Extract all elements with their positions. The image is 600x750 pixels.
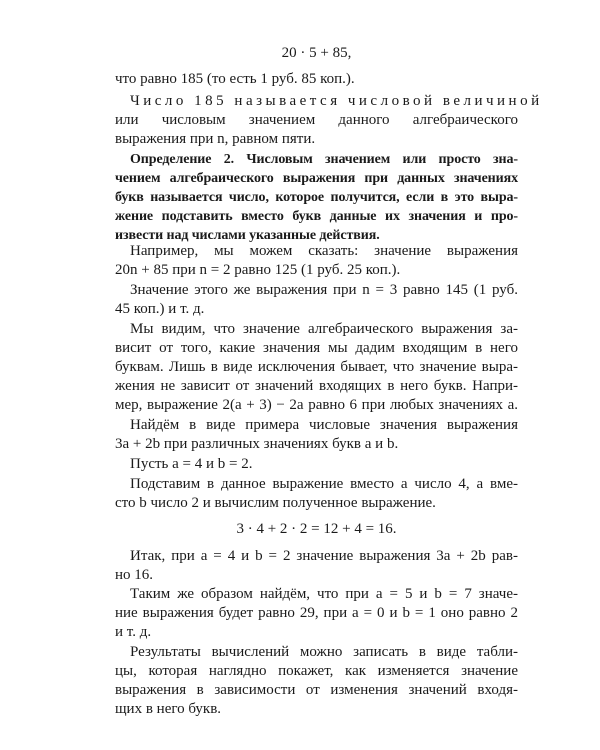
text-line: что равно 185 (то есть 1 руб. 85 коп.). — [115, 71, 355, 87]
text-line: буквам. Лишь в виде исключения бывает, что значение выра- — [115, 359, 518, 375]
text-line: выражения в зависимости от изменения значений входя- — [115, 682, 518, 698]
definition-line: жение подставить вместо букв данные их значения и про- — [115, 209, 518, 224]
text-line: мер, выражение 2(a + 3) − 2a равно 6 при любых значениях a. — [115, 397, 518, 413]
text-line: выражения при n, равном пяти. — [115, 131, 316, 147]
text-line: 3a + 2b при различных значениях букв a и b. — [115, 436, 399, 452]
text-line: ние выражения будет равно 29, при a = 0 и b = 1 оно равно 2 — [115, 605, 518, 621]
text-line: Таким же образом найдём, что при a = 5 и b = 7 значе- — [130, 586, 518, 602]
definition-line: букв называется число, которое получится, если в это выра- — [115, 190, 518, 205]
text-line: 45 коп.) и т. д. — [115, 301, 205, 317]
text-line: Число 185 называется числовой величиной — [130, 93, 543, 109]
text-line: Например, мы можем сказать: значение выражения — [130, 243, 518, 259]
formula-line: 3 · 4 + 2 · 2 = 12 + 4 = 16. — [236, 521, 397, 537]
text-line: но 16. — [115, 567, 154, 583]
text-line: жения не зависит от значений входящих в него букв. Напри- — [115, 378, 518, 394]
text-line: висит от того, какие значения мы дадим входящим в него — [115, 340, 518, 356]
definition-line: чением алгебраического выражения при данных значениях — [115, 171, 518, 186]
text-line: Подставим в данное выражение вместо a число 4, а вме- — [130, 476, 518, 492]
text-line: и т. д. — [115, 624, 152, 640]
text-line: Пусть a = 4 и b = 2. — [130, 456, 253, 472]
definition-line: извести над числами указанные действия. — [115, 228, 380, 243]
text-line: 20n + 85 при n = 2 равно 125 (1 руб. 25 коп.). — [115, 262, 401, 278]
text-line: Результаты вычислений можно записать в виде табли- — [130, 644, 518, 660]
text-line: цы, которая наглядно покажет, как изменяется значение — [115, 663, 518, 679]
text-line: Итак, при a = 4 и b = 2 значение выражения 3a + 2b рав- — [130, 548, 518, 564]
text-line: Мы видим, что значение алгебраического выражения за- — [130, 321, 518, 337]
text-line: сто b число 2 и вычислим полученное выражение. — [115, 495, 436, 511]
formula-line: 20 · 5 + 85, — [281, 45, 352, 61]
text-line: щих в него букв. — [115, 701, 222, 717]
text-line: Значение этого же выражения при n = 3 равно 145 (1 руб. — [130, 282, 518, 298]
text-line: Найдём в виде примера числовые значения выражения — [130, 417, 518, 433]
definition-line: Определение 2. Числовым значением или просто зна- — [130, 152, 518, 167]
text-line: или числовым значением данного алгебраического — [115, 112, 518, 128]
